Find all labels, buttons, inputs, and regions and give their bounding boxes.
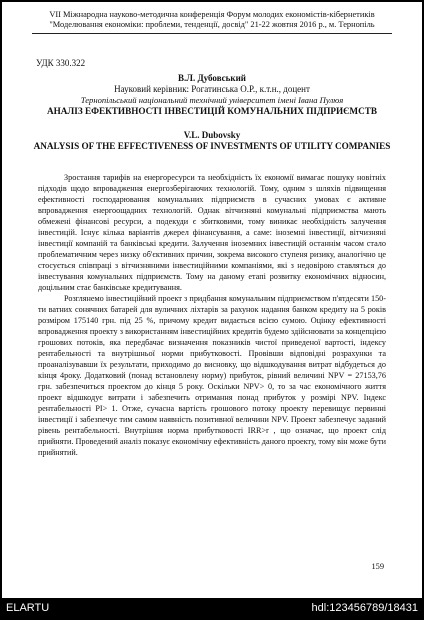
paper-title-en: ANALYSIS OF THE EFFECTIVENESS OF INVESTMENTS OF UTILITY COMPANIES: [33, 141, 391, 151]
repository-name: ELARTU: [6, 602, 50, 614]
university-name: Тернопільський національний технічний університет імені Івана Пулюя: [80, 95, 344, 105]
scientific-advisor: Науковий керівник: Рогатинська О.Р., к.т.н., доцент: [114, 84, 310, 94]
header-line-1: VII Міжнародна науково-методична конференція Форум молодих економістів-кібернетиків: [49, 10, 375, 19]
repository-footer: [0, 598, 424, 620]
page-number: 159: [371, 562, 384, 571]
author-uk: В.Л. Дубовський: [178, 73, 246, 83]
handle-identifier: hdl:123456789/18431: [311, 602, 418, 614]
paper-body: [38, 172, 386, 458]
header-line-2: "Моделювання економіки: проблеми, тенденції, досвід" 21-22 жовтня 2016 р., м. Тернопіль: [49, 20, 375, 29]
paper-title-uk: АНАЛІЗ ЕФЕКТИВНОСТІ ІНВЕСТИЦІЙ КОМУНАЛЬНИХ ПІДПРИЄМСТВ: [47, 106, 377, 116]
paragraph-2: Розглянемо інвестиційний проект з придбання комунальним підприємством п'ятдесяти 150-ти ватних сонячних батарей для вуличних ліхтарів за рахунок надання банком кредиту на 5 років розміром 175140 грн. під 25 %, причому кредит видається всією сумою. Оцінку ефективності впровадження проекту з використанням інвестиційних кредитів будемо здійснювати за концепцією грошових потоків, яка передбачає визначення показників чистої приведеної вартості, індексу рентабельності та внутрішньої норми прибутковості. Провівши відповідні розрахунки та проаналізувавши їх результати, приходимо до висновку, що відшкодування витрат відбудеться до кінця 4року. Додатковий (понад встановлену норму) прибуток, рівний величині NPV = 27153,76 грн. забезпечиться проектом до кінця 5 року. Оскільки NPV> 0, то за час економічного життя проект відшкодує витрати і забезпечить отримання понад прибуток у розмірі NPV. Індекс рентабельності PI> 1. Отже, сучасна вартість грошового потоку проекту перевищує первинні інвестиції і забезпечує тим самим наявність позитивної величини NPV. Проект забезпечує заданий рівень рентабельності. Внутрішня норма прибутковості IRR>r , що означає, що проект слід прийняти. Проведений аналіз показує економічну ефективність даного проекту, тому він може бути прийнятий.: [38, 294, 386, 457]
header-divider: [32, 33, 392, 34]
paragraph-1: Зростання тарифів на енергоресурси та необхідність їх економії вимагає пошуку новітніх підходів щодо впровадження енергозберігаючих технологій. Тому, одним з шляхів підвищення ефективності господарювання комунальних підприємств в сучасних умовах є активне впровадження енергоощадних технологій. Однак вітчизняні комунальні підприємства мають обмежені фінансові ресурси, а подекуди є збитковими, тому виникає необхідність залучення інвестицій. Існує кілька варіантів джерел фінансування, а саме: іноземні інвестиції, вітчизняні інвестиції компаній та банківські кредити. Залучення іноземних інвестицій останнім часом стало проблематичним через низку об'єктивних причин, зокрема високого ступеня ризику, аналогічно це стосується співпраці з вітчизняними інвестиційними компаніями, які з недовірою ставляться до інвестування комунальних підприємств. Тому на даному етапі розвитку економічних відносин, доцільним стає банківське кредитування.: [38, 173, 386, 292]
conference-header: [2, 10, 422, 30]
author-en: V.L. Dubovsky: [183, 130, 241, 140]
document-page: [2, 2, 422, 598]
udk-code: УДК 330.322: [36, 58, 86, 68]
